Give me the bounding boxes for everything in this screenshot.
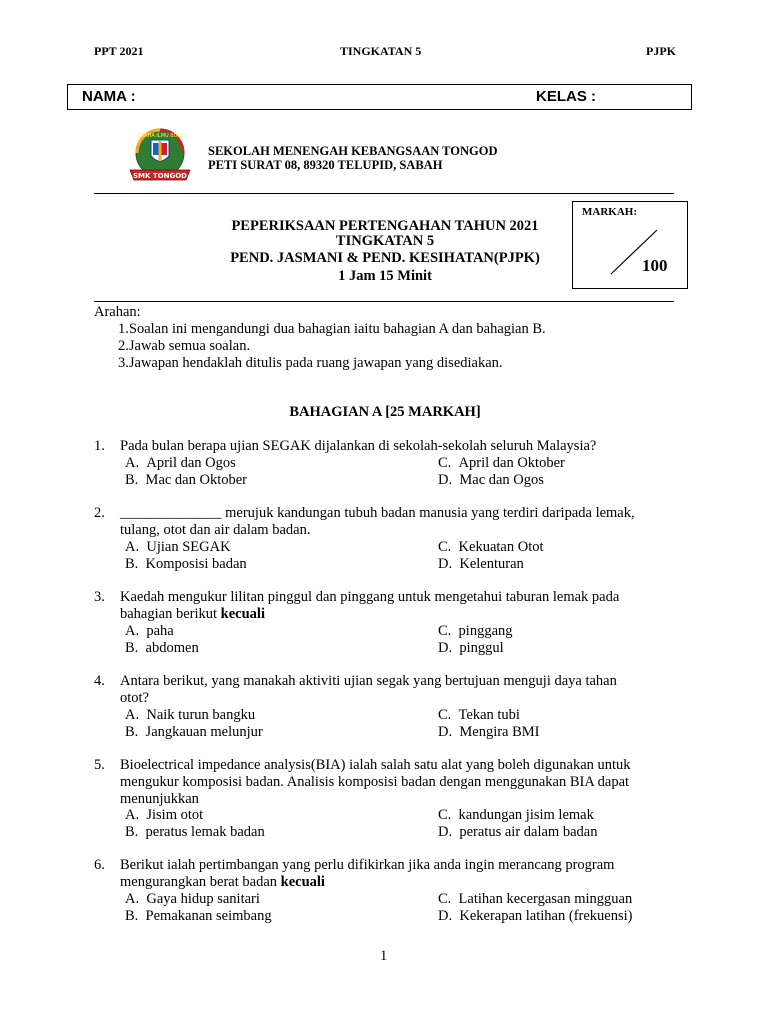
question-text-continued: mengukur komposisi badan. Analisis komposisi badan dengan menggunakan BIA dapat bbox=[120, 774, 630, 790]
divider-line bbox=[94, 301, 674, 302]
option-c: C. Latihan kecergasan mingguan bbox=[438, 891, 633, 907]
school-name: SEKOLAH MENENGAH KEBANGSAAN TONGOD bbox=[208, 144, 498, 158]
header-center: TINGKATAN 5 bbox=[340, 44, 422, 58]
question-number: 1. bbox=[94, 438, 105, 454]
option-c: C. April dan Oktober bbox=[438, 455, 565, 471]
section-a-title: BAHAGIAN A [25 MARKAH] bbox=[289, 404, 481, 420]
option-d: D. Mac dan Ogos bbox=[438, 472, 544, 488]
emphasis-kecuali: kecuali bbox=[280, 874, 325, 890]
logo-motto: USAHA ILMU BUDI bbox=[137, 133, 183, 139]
option-a: A. Naik turun bangku bbox=[125, 707, 256, 723]
option-d: D. Kekerapan latihan (frekuensi) bbox=[438, 908, 633, 924]
question-text: Bioelectrical impedance analysis(BIA) ialah salah satu alat yang boleh digunakan untuk bbox=[120, 757, 631, 773]
question-text: Antara berikut, yang manakah aktiviti ujian segak yang bertujuan menguji daya tahan bbox=[120, 673, 617, 689]
question-text-continued: bahagian berikut kecuali bbox=[120, 606, 265, 622]
exam-level: TINGKATAN 5 bbox=[335, 233, 435, 249]
student-info-box bbox=[67, 84, 692, 110]
emphasis-kecuali: kecuali bbox=[220, 606, 265, 622]
exam-subject: PEND. JASMANI & PEND. KESIHATAN(PJPK) bbox=[230, 250, 540, 266]
question-text: Kaedah mengukur lilitan pinggul dan pinggang untuk mengetahui taburan lemak pada bbox=[120, 589, 620, 605]
option-a: A. Ujian SEGAK bbox=[125, 539, 231, 555]
question-text: Pada bulan berapa ujian SEGAK dijalankan di sekolah-sekolah seluruh Malaysia? bbox=[120, 438, 597, 454]
question-text-continued: otot? bbox=[120, 690, 149, 706]
question-number: 5. bbox=[94, 757, 105, 773]
marks-total: 100 bbox=[642, 256, 668, 275]
instruction-item: 3.Jawapan hendaklah ditulis pada ruang jawapan yang disediakan. bbox=[118, 355, 503, 371]
option-a: A. Jisim otot bbox=[125, 807, 204, 823]
option-d: D. Mengira BMI bbox=[438, 724, 540, 740]
question-text: ______________ merujuk kandungan tubuh badan manusia yang terdiri daripada lemak, bbox=[120, 505, 635, 521]
option-d: D. Kelenturan bbox=[438, 556, 524, 572]
question-text: Berikut ialah pertimbangan yang perlu difikirkan jika anda ingin merancang program bbox=[120, 857, 615, 873]
option-b: B. peratus lemak badan bbox=[125, 824, 265, 840]
option-b: B. Pemakanan seimbang bbox=[125, 908, 272, 924]
question-number: 3. bbox=[94, 589, 105, 605]
option-b: B. Komposisi badan bbox=[125, 556, 247, 572]
option-c: C. Kekuatan Otot bbox=[438, 539, 544, 555]
marks-box bbox=[572, 201, 688, 289]
option-b: B. Mac dan Oktober bbox=[125, 472, 248, 488]
option-c: C. Tekan tubi bbox=[438, 707, 520, 723]
page-number: 1 bbox=[380, 948, 388, 964]
option-a: A. April dan Ogos bbox=[125, 455, 236, 471]
question-number: 4. bbox=[94, 673, 105, 689]
header-left: PPT 2021 bbox=[94, 44, 144, 58]
option-c: C. kandungan jisim lemak bbox=[438, 807, 594, 823]
school-logo-icon bbox=[124, 126, 196, 188]
option-d: D. pinggul bbox=[438, 640, 504, 656]
option-b: B. abdomen bbox=[125, 640, 199, 656]
divider-line bbox=[94, 193, 674, 194]
question-number: 2. bbox=[94, 505, 105, 521]
option-b: B. Jangkauan melunjur bbox=[125, 724, 263, 740]
option-c: C. pinggang bbox=[438, 623, 513, 639]
instructions-heading: Arahan: bbox=[94, 304, 141, 320]
option-d: D. peratus air dalam badan bbox=[438, 824, 598, 840]
class-label: KELAS : bbox=[536, 88, 596, 105]
instruction-item: 1.Soalan ini mengandungi dua bahagian iaitu bahagian A dan bahagian B. bbox=[118, 321, 546, 337]
option-a: A. paha bbox=[125, 623, 174, 639]
school-address: PETI SURAT 08, 89320 TELUPID, SABAH bbox=[208, 158, 443, 172]
question-text-continued: menunjukkan bbox=[120, 791, 199, 807]
marks-label: MARKAH: bbox=[582, 206, 637, 218]
option-a: A. Gaya hidup sanitari bbox=[125, 891, 260, 907]
exam-title: PEPERIKSAAN PERTENGAHAN TAHUN 2021 bbox=[231, 218, 539, 234]
question-number: 6. bbox=[94, 857, 105, 873]
logo-banner-text: SMK TONGOD bbox=[133, 172, 187, 180]
question-text-continued: mengurangkan berat badan kecuali bbox=[120, 874, 325, 890]
instruction-item: 2.Jawab semua soalan. bbox=[118, 338, 251, 354]
question-text-continued: tulang, otot dan air dalam badan. bbox=[120, 522, 311, 538]
header-right: PJPK bbox=[646, 44, 676, 58]
name-label: NAMA : bbox=[82, 88, 136, 105]
exam-duration: 1 Jam 15 Minit bbox=[338, 268, 432, 284]
